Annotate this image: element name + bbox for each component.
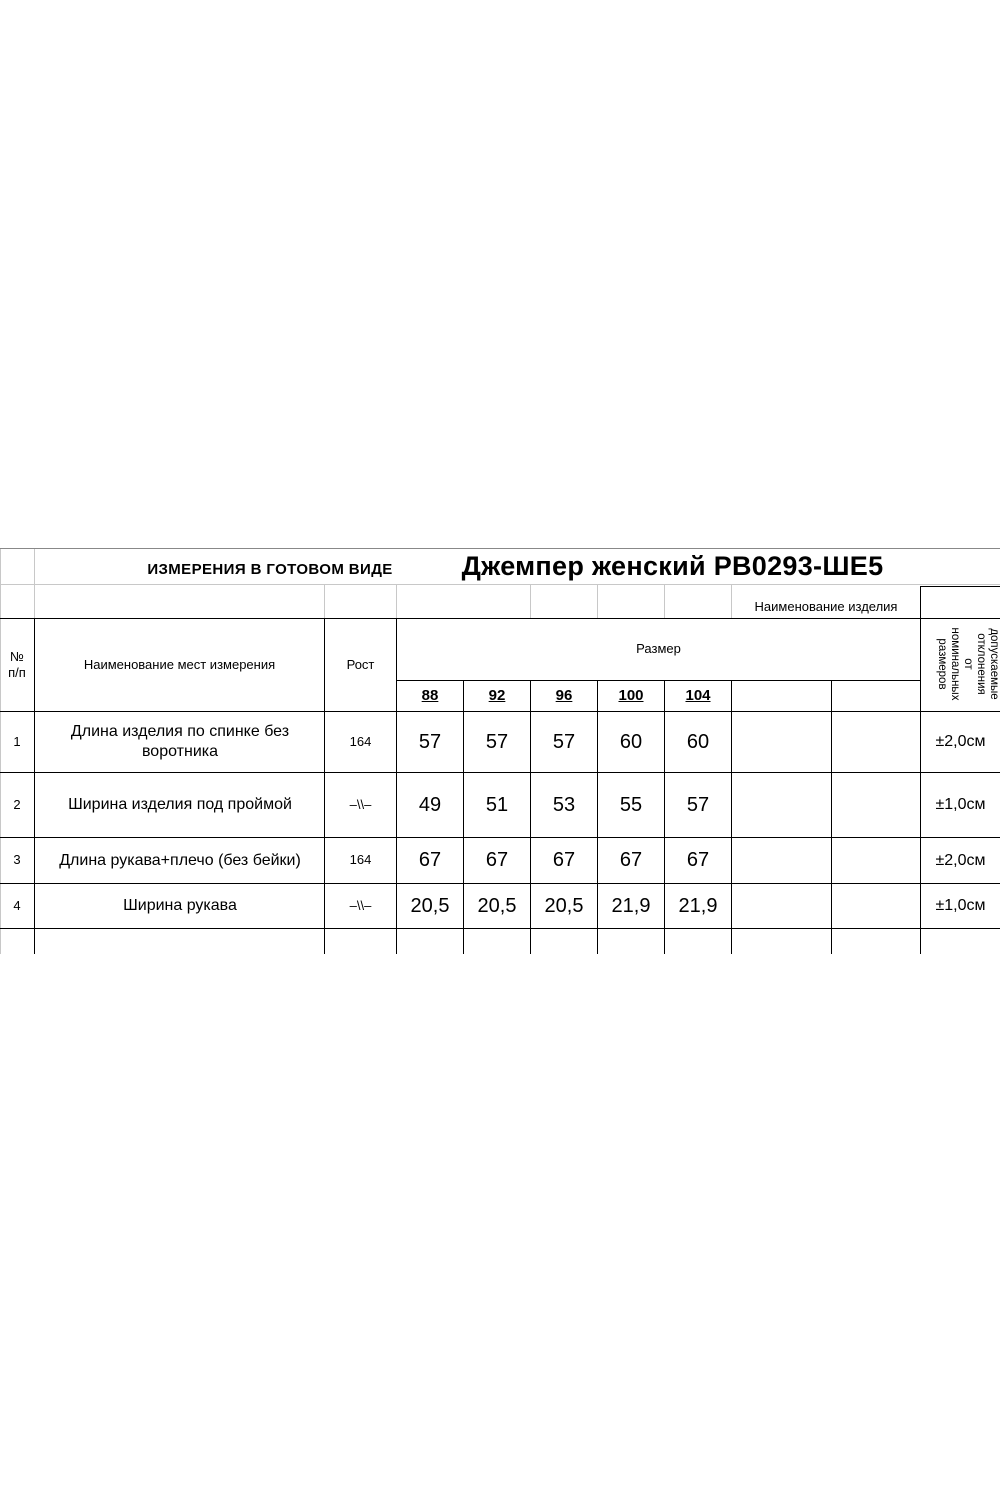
size-value: 57 bbox=[418, 730, 442, 753]
size-value: 20,5 bbox=[544, 894, 584, 917]
product-name-label: Наименование изделия bbox=[754, 598, 898, 614]
size-value: 67 bbox=[686, 849, 710, 871]
sheet-title: Джемпер женский РВ0293-ШЕ5 bbox=[461, 551, 884, 582]
grid-line bbox=[530, 584, 531, 618]
height-value: 164 bbox=[349, 733, 372, 749]
tolerance-value: ±1,0см bbox=[935, 897, 986, 914]
measurement-name: Длина рукава+плечо (без бейки) bbox=[59, 851, 301, 869]
border-line bbox=[920, 586, 1000, 587]
column-header-measurement-name: Наименование мест измерения bbox=[83, 656, 276, 672]
size-value: 67 bbox=[552, 849, 576, 871]
column-header-number: № п/п bbox=[8, 648, 26, 680]
size-value: 67 bbox=[619, 849, 643, 871]
size-value: 53 bbox=[552, 793, 576, 816]
size-value: 57 bbox=[552, 730, 576, 753]
tolerance-value: ±1,0см bbox=[935, 796, 986, 813]
size-value: 67 bbox=[485, 849, 509, 871]
size-value: 21,9 bbox=[678, 894, 718, 917]
row-number: 2 bbox=[13, 796, 21, 812]
grid-line bbox=[396, 584, 397, 618]
grid-line bbox=[664, 584, 665, 618]
size-header-96: 96 bbox=[555, 686, 573, 704]
border-line bbox=[0, 928, 1000, 929]
border-line bbox=[731, 680, 732, 954]
grid-line bbox=[0, 584, 1000, 585]
height-value: –\\– bbox=[349, 796, 372, 812]
column-header-size: Размер bbox=[636, 640, 681, 656]
border-line bbox=[0, 548, 1000, 549]
border-line bbox=[831, 680, 832, 954]
sheet-subtitle: ИЗМЕРЕНИЯ В ГОТОВОМ ВИДЕ bbox=[147, 560, 393, 578]
column-header-tolerance: допускаемые отклонения от номинальных размеров bbox=[936, 627, 1000, 701]
row-number: 4 bbox=[13, 897, 21, 913]
size-value: 20,5 bbox=[477, 894, 517, 917]
row-number: 1 bbox=[13, 733, 21, 749]
size-header-88: 88 bbox=[421, 686, 439, 704]
height-value: 164 bbox=[349, 852, 372, 868]
tolerance-value: ±2,0см bbox=[935, 733, 986, 750]
grid-line bbox=[597, 584, 598, 618]
tolerance-value: ±2,0см bbox=[935, 851, 986, 869]
size-value: 21,9 bbox=[611, 894, 651, 917]
column-header-height: Рост bbox=[346, 656, 375, 672]
row-number: 3 bbox=[13, 852, 21, 868]
size-value: 55 bbox=[619, 793, 643, 816]
size-value: 49 bbox=[418, 793, 442, 816]
grid-line bbox=[34, 548, 35, 618]
measurement-name: Ширина изделия под проймой bbox=[68, 796, 292, 813]
size-value: 60 bbox=[686, 730, 710, 753]
height-value: –\\– bbox=[349, 897, 372, 913]
size-header-92: 92 bbox=[488, 686, 506, 704]
grid-line bbox=[731, 584, 732, 618]
size-value: 60 bbox=[619, 730, 643, 753]
measurement-name: Длина изделия по спинке без воротника bbox=[70, 723, 290, 760]
size-header-100: 100 bbox=[618, 686, 644, 704]
measurement-name: Ширина рукава bbox=[123, 897, 237, 914]
size-value: 57 bbox=[686, 793, 710, 816]
grid-line bbox=[324, 584, 325, 618]
size-value: 57 bbox=[485, 730, 509, 753]
size-header-104: 104 bbox=[685, 686, 711, 704]
size-value: 67 bbox=[418, 849, 442, 871]
measurement-sheet bbox=[0, 548, 1000, 954]
size-value: 51 bbox=[485, 793, 509, 816]
size-value: 20,5 bbox=[410, 894, 450, 917]
